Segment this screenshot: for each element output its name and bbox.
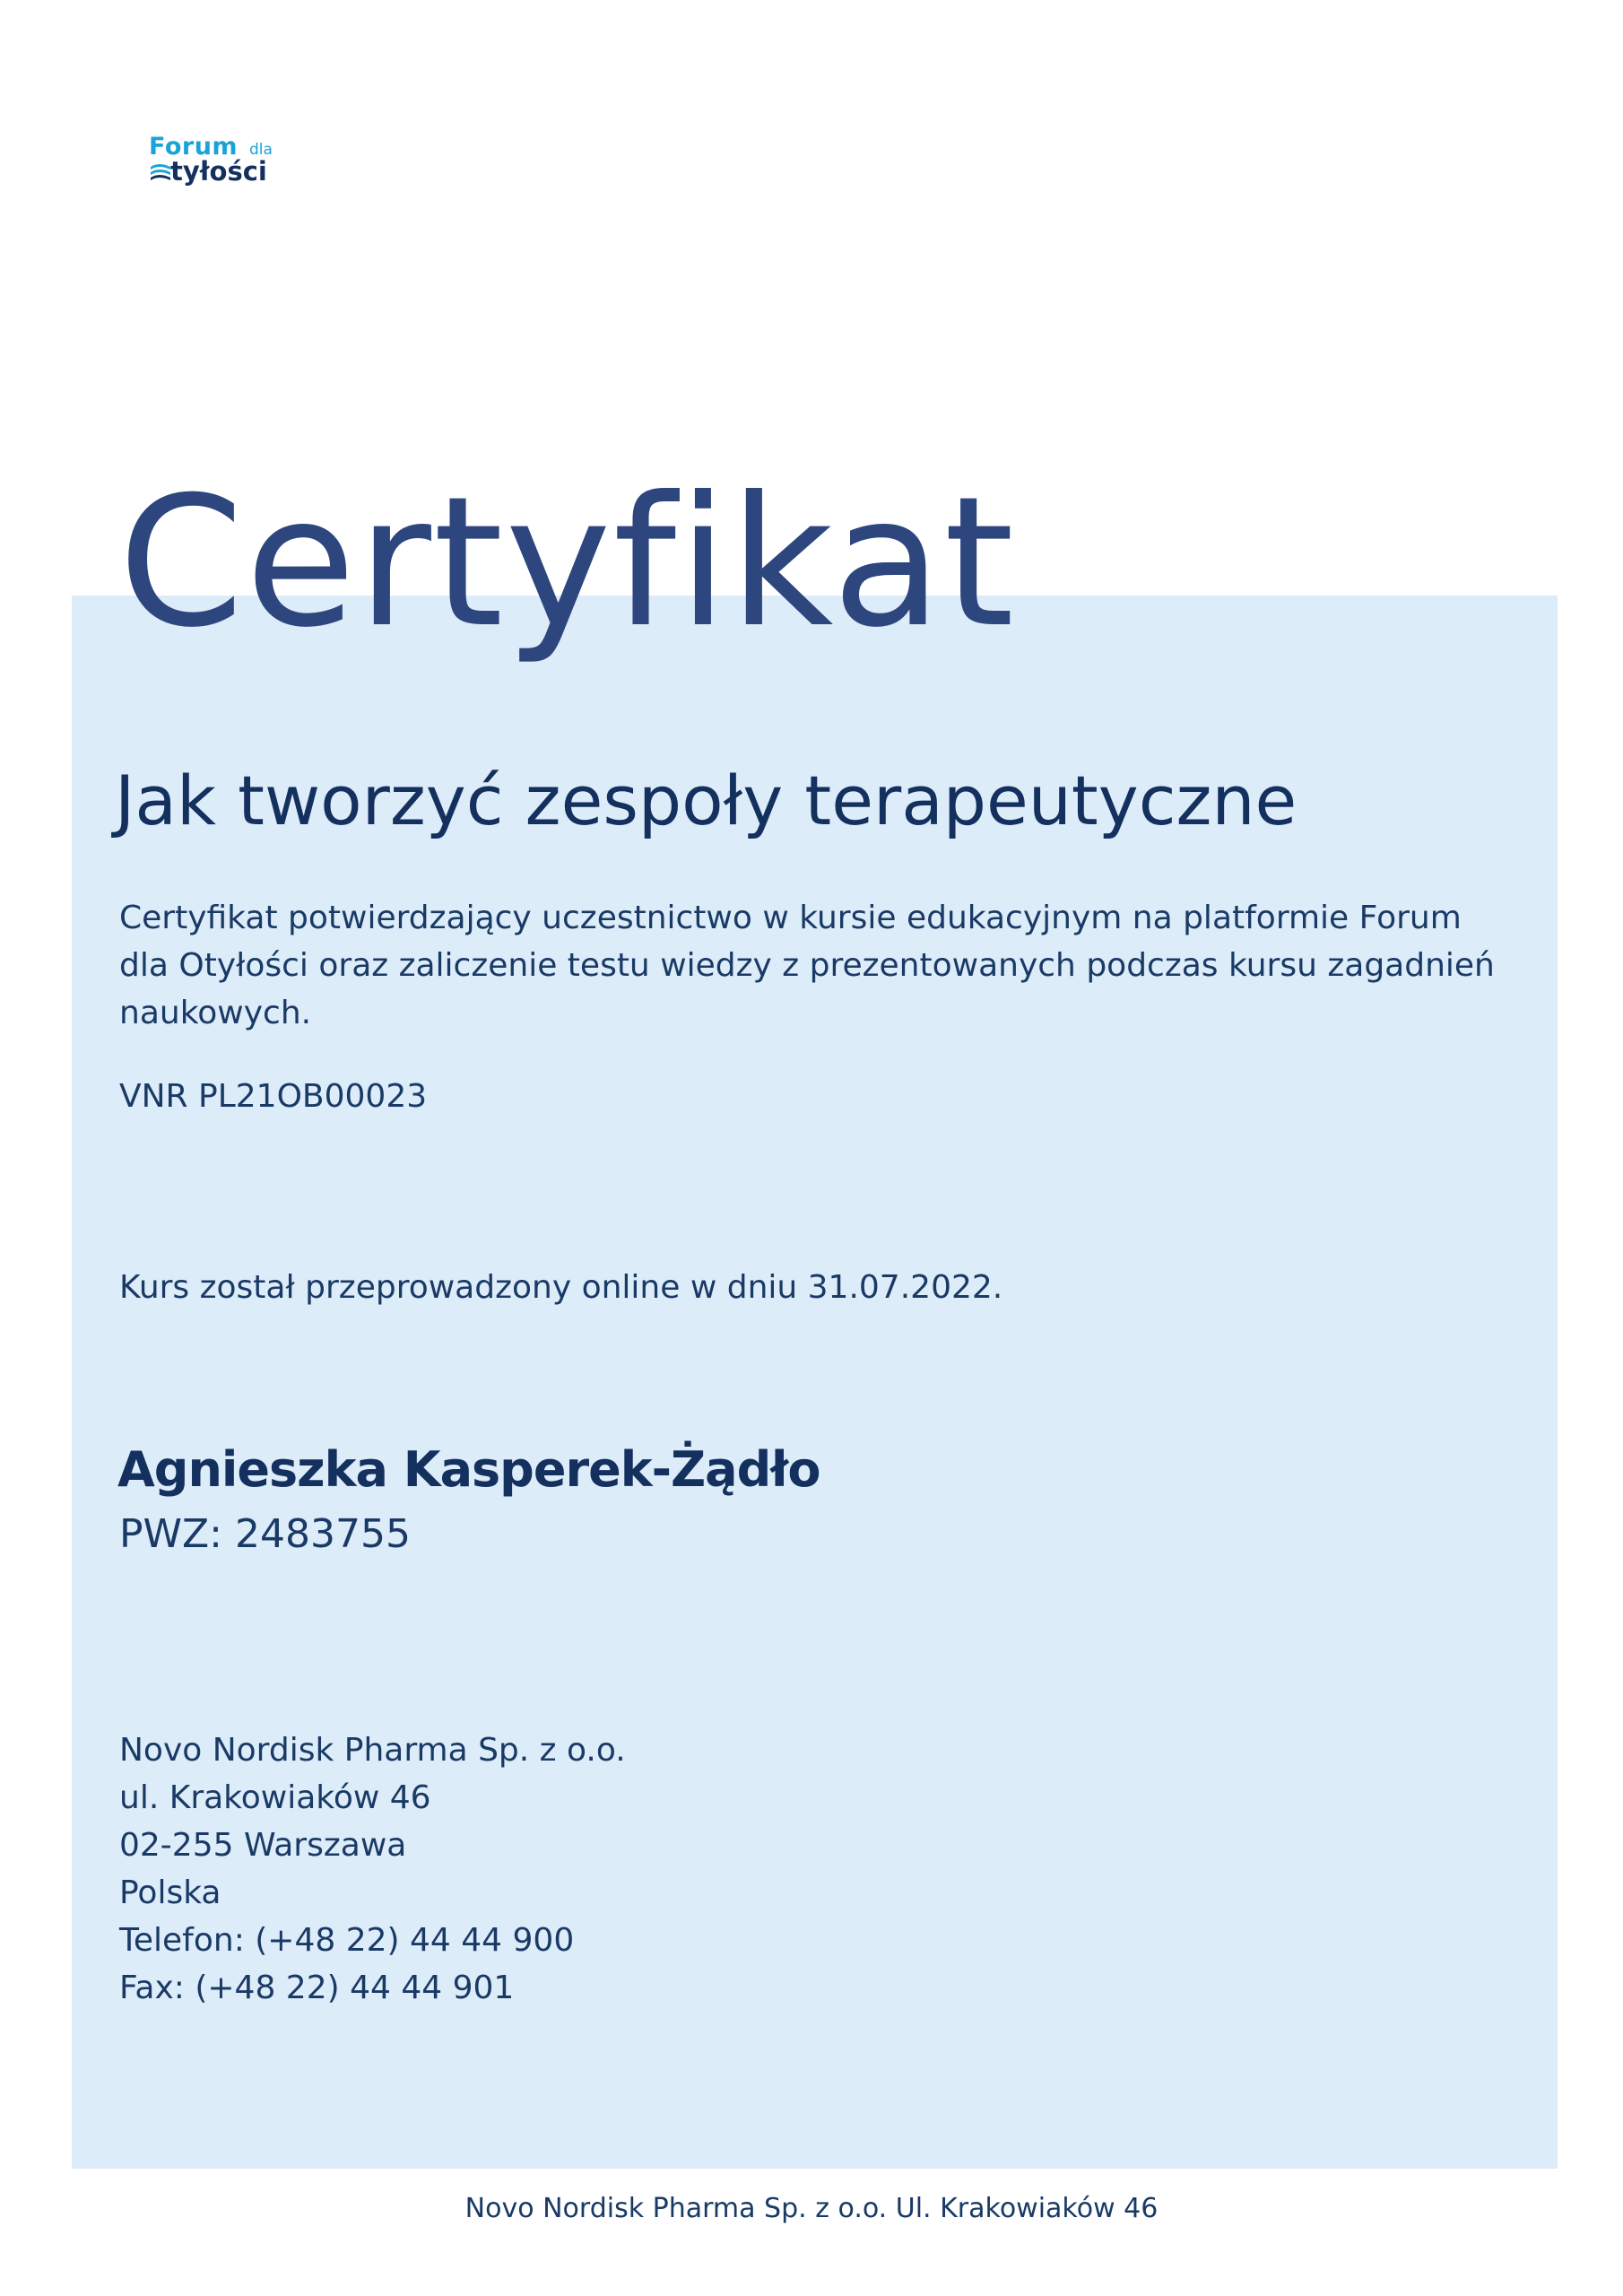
page-footer: Novo Nordisk Pharma Sp. z o.o. Ul. Krakowiaków 46 <box>464 2193 1159 2224</box>
forum-logo <box>149 133 301 187</box>
organizer-company: Novo Nordisk Pharma Sp. z o.o. <box>119 1732 626 1769</box>
organizer-street: ul. Krakowiaków 46 <box>119 1779 431 1816</box>
organizer-country: Polska <box>119 1874 221 1911</box>
organizer-fax: Fax: (+48 22) 44 44 901 <box>119 1970 515 2006</box>
organizer-phone: Telefon: (+48 22) 44 44 900 <box>119 1922 575 1959</box>
course-title: Jak tworzyć zespoły terapeutyczne <box>115 761 1298 840</box>
logo-forum-text: Forum <box>149 133 239 161</box>
participant-pwz: PWZ: 2483755 <box>119 1511 411 1557</box>
organizer-address <box>119 1726 626 2012</box>
course-date-info: Kurs został przeprowadzony online w dniu 31.07.2022. <box>119 1269 1003 1306</box>
logo-wave-icon <box>149 161 172 183</box>
vnr-code: VNR PL21OB00023 <box>119 1078 428 1115</box>
certificate-title: Certyfikat <box>118 458 1016 667</box>
logo-dla-text: dla <box>249 141 273 159</box>
certificate-description: Certyfikat potwierdzający uczestnictwo w kursie edukacyjnym na platformie Forum dla Otyłości oraz zaliczenie testu wiedzy z prezentowanych podczas kursu zagadnień naukowych. <box>119 900 1495 1031</box>
participant-name: Agnieszka Kasperek-Żądło <box>117 1441 820 1498</box>
organizer-city: 02-255 Warszawa <box>119 1827 407 1864</box>
logo-otylosci-text: tyłości <box>170 156 267 187</box>
